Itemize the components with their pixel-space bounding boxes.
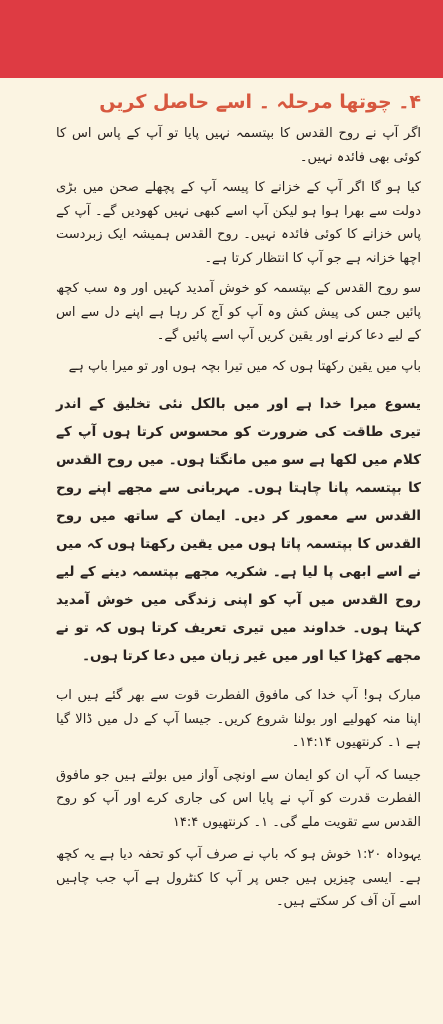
prayer-text: یسوع میرا خدا ہے اور میں بالکل نئی تخلیق کے اندر تیری طاقت کی ضرورت کو محسوس کرتا ہوں آپ کے کلام میں لکھا ہے سو میں مانگتا ہوں۔ میں روح القدس کا بپتسمہ پانا چاہتا ہوں۔ مہربانی سے مجھے اپنے روح القدس سے معمور کر دیں۔ ایمان کے ساتھ میں روح القدس کا بپتسمہ پاتا ہوں میں یقین رکھتا ہوں کہ میں نے اسے ابھی پا لیا ہے۔ شکریہ مجھے بپتسمہ دینے کے لیے روح القدس میں آپ کو اپنی زندگی میں خوش آمدید کہتا ہوں۔ خداوند میں تیری تعریف کرتا ہوں کہ تو نے مجھے کھڑا کیا اور میں غیر زبان میں دعا کرتا ہوں۔ [56,396,421,664]
top-banner [0,0,443,78]
paragraph: کیا ہو گا اگر آپ کے خزانے کا پیسہ آپ کے پچھلے صحن میں بڑی دولت سے بھرا ہوا ہو لیکن آپ اسے کبھی نہیں کھودیں گے۔ آپ کے پاس خزانے کا کوئی فائدہ نہیں۔ روح القدس ہمیشہ ایک زبردست اچھا خزانہ ہے جو آپ کا انتظار کرتا ہے۔ [56,180,421,266]
page [0,78,443,1024]
paragraph: یہوداہ ۱:۲۰ خوش ہو کہ باپ نے صرف آپ کو تحفہ دیا ہے یہ کچھ ہے۔ ایسی چیزیں ہیں جس پر آپ کا کنٹرول ہے آپ جب چاہیں اسے آن آف کر سکتے ہیں۔ [56,847,421,909]
closing-section [56,684,421,914]
paragraph: باپ میں یقین رکھتا ہوں کہ میں تیرا بچہ ہوں اور تو میرا باپ ہے [68,358,421,374]
paragraph: سو روح القدس کے بپتسمہ کو خوش آمدید کہیں اور وہ سب کچھ پائیں جس کی پیش کش وہ آپ کو آج کر رہا ہے اپنے دل سے اس کے لیے دعا کرنے اور یقین کریں آپ اسے پائیں گے۔ [56,281,421,343]
paragraph: جیسا کہ آپ ان کو ایمان سے اونچی آواز میں بولتے ہیں جو مافوق الفطرت قدرت کو آپ نے پایا اس کی جاری کرے اور آپ کو روح القدس سے تقویت ملے گی۔ ۱۔ کرنتھیوں ۱۴:۴ [56,767,421,830]
section-heading: ۴۔ چوتھا مرحلہ ۔ اسے حاصل کریں [99,91,421,113]
paragraph: اگر آپ نے روح القدس کا بپتسمہ نہیں پایا تو آپ کے پاس اس کا کوئی بھی فائدہ نہیں۔ [56,126,421,165]
paragraph: مبارک ہو! آپ خدا کی مافوق الفطرت قوت سے بھر گئے ہیں اب اپنا منہ کھولیے اور بولنا شروع کریں۔ جیسا آپ کے دل میں ڈالا گیا ہے ۱۔ کرنتھیوں ۱۴:۱۴۔ [56,688,421,750]
article [56,88,421,923]
intro-section [56,122,421,378]
